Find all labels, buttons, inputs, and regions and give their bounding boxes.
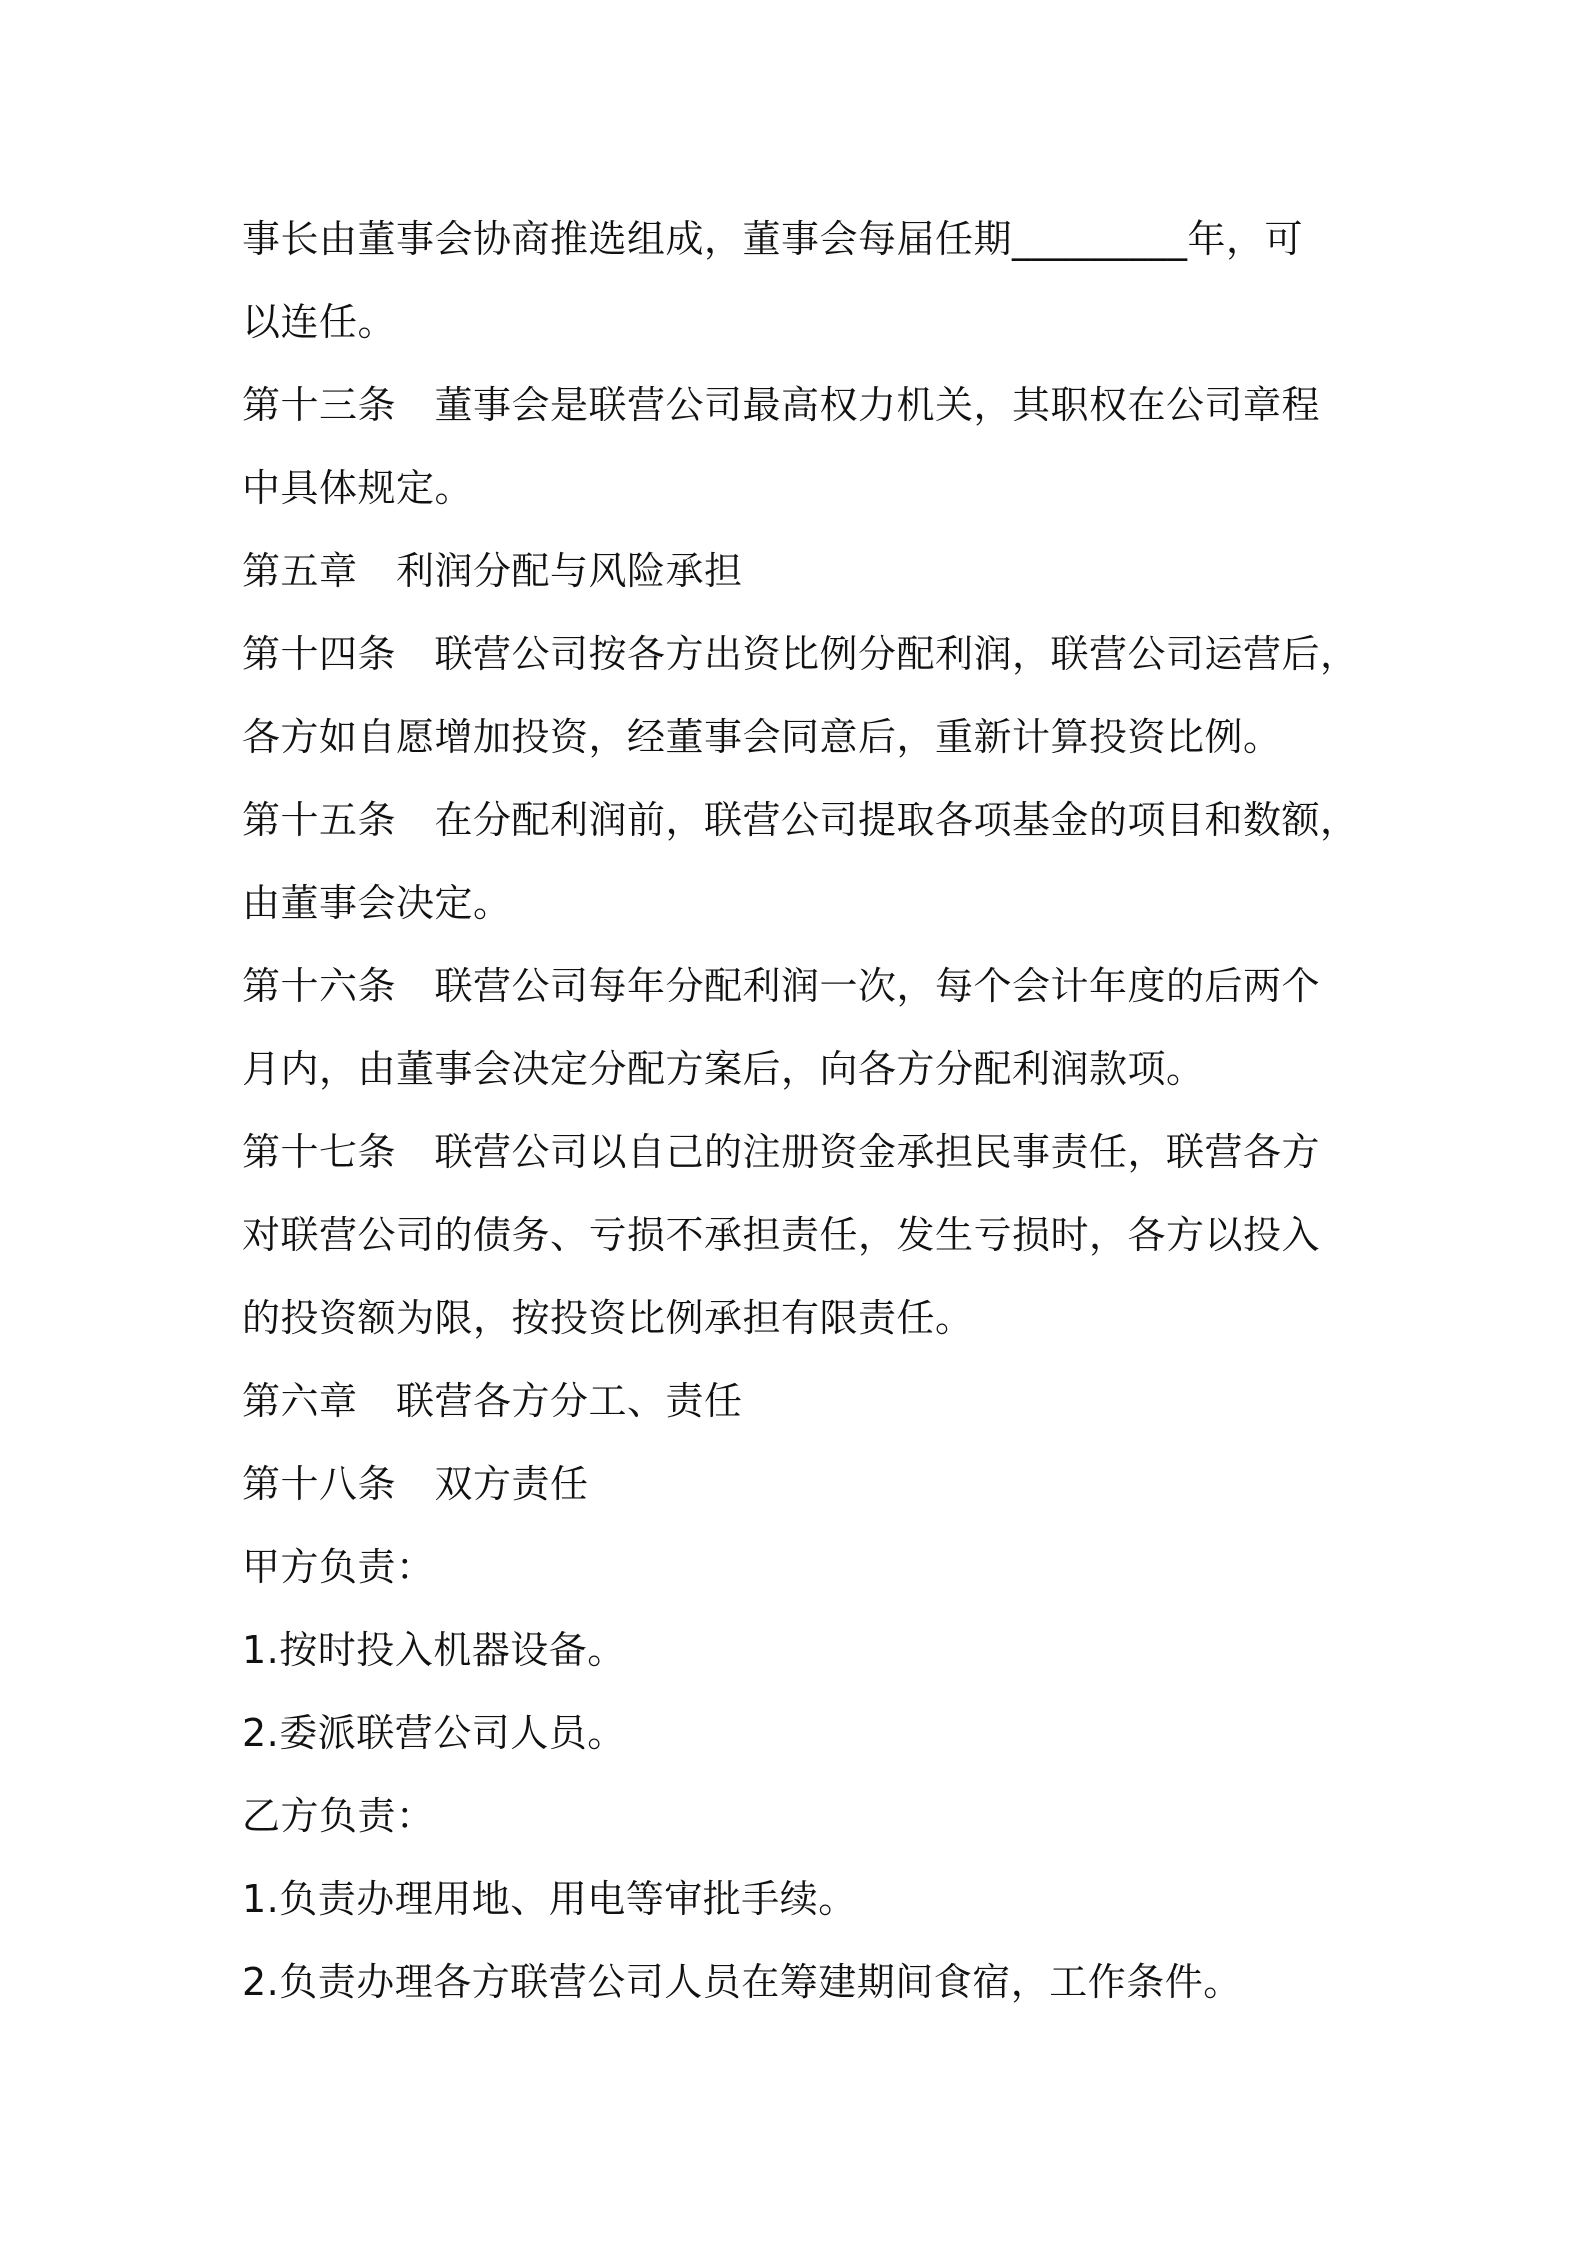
article-16: 第十六条 联营公司每年分配利润一次，每个会计年度的后两个 (242, 964, 1321, 1008)
text-line-1: 事长由董事会协商推选组成，董事会每届任期_________年，可 (242, 217, 1304, 261)
party-b-item-2: 2.负责办理各方联营公司人员在筹建期间食宿，工作条件。 (242, 1960, 1242, 2004)
text-line-13: 对联营公司的债务、亏损不承担责任，发生亏损时，各方以投入 (242, 1213, 1321, 1257)
text-line-2: 以连任。 (242, 300, 397, 344)
text-line-7: 各方如自愿增加投资，经董事会同意后，重新计算投资比例。 (242, 715, 1282, 759)
article-17: 第十七条 联营公司以自己的注册资金承担民事责任，联营各方 (242, 1130, 1321, 1174)
text-line-14: 的投资额为限，按投资比例承担有限责任。 (242, 1296, 974, 1340)
party-b-item-1: 1.负责办理用地、用电等审批手续。 (242, 1877, 857, 1921)
party-b-heading: 乙方负责： (242, 1794, 435, 1838)
chapter-6-heading: 第六章 联营各方分工、责任 (242, 1379, 743, 1423)
party-a-item-1: 1.按时投入机器设备。 (242, 1628, 626, 1672)
text-line-11: 月内，由董事会决定分配方案后，向各方分配利润款项。 (242, 1047, 1205, 1091)
party-a-item-2: 2.委派联营公司人员。 (242, 1711, 626, 1755)
document-body (242, 198, 1382, 2024)
article-18: 第十八条 双方责任 (242, 1462, 589, 1506)
article-13: 第十三条 董事会是联营公司最高权力机关，其职权在公司章程 (242, 383, 1321, 427)
text-line-4: 中具体规定。 (242, 466, 474, 510)
chapter-5-heading: 第五章 利润分配与风险承担 (242, 549, 743, 593)
party-a-heading: 甲方负责： (242, 1545, 435, 1589)
text-line-9: 由董事会决定。 (242, 881, 512, 925)
article-15: 第十五条 在分配利润前，联营公司提取各项基金的项目和数额， (242, 798, 1359, 842)
article-14: 第十四条 联营公司按各方出资比例分配利润，联营公司运营后， (242, 632, 1359, 676)
